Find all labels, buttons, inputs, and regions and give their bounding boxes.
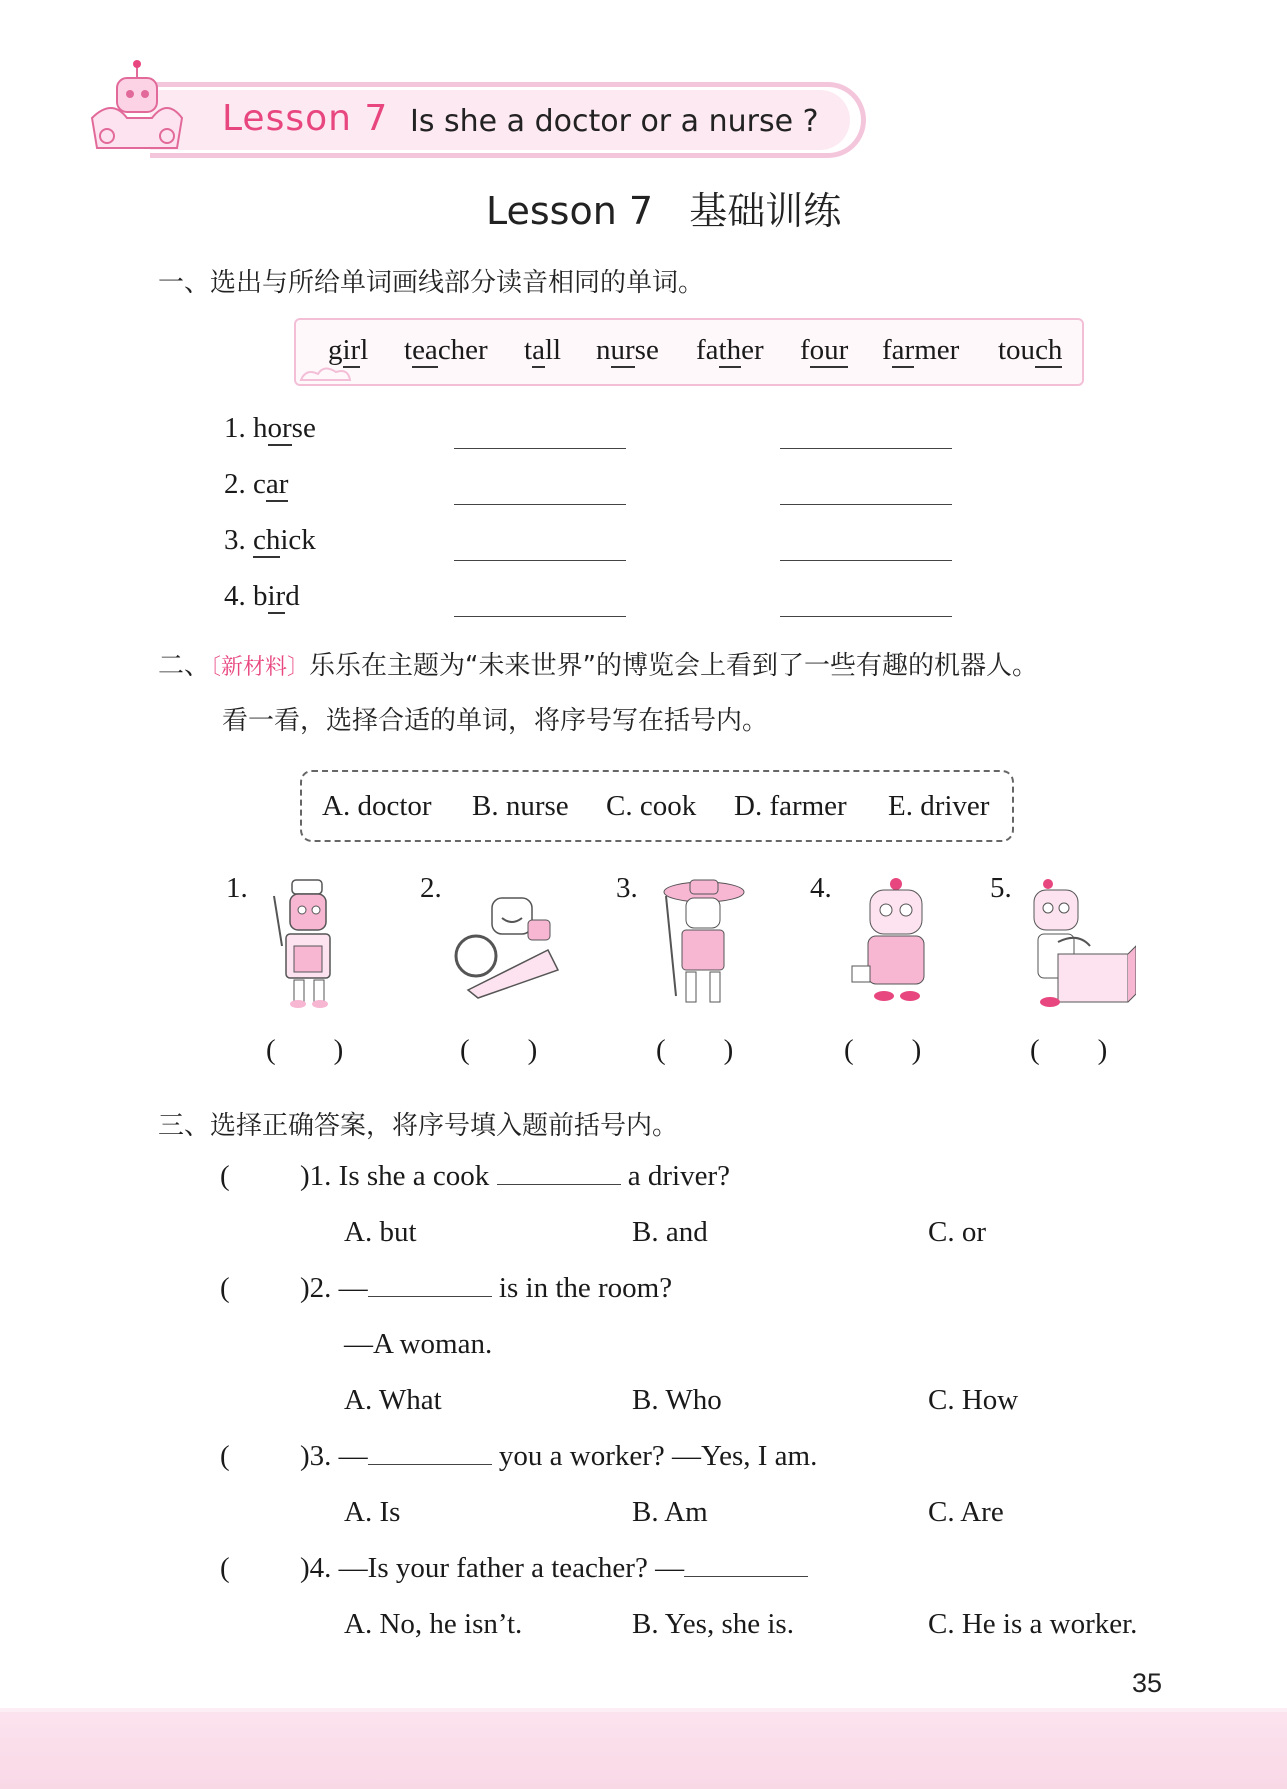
q2-stem bbox=[300, 1272, 672, 1305]
section2-title-line1: 乐乐在主题为“未来世界”的博览会上看到了一些有趣的机器人。 bbox=[309, 651, 1038, 681]
word-bank-item: teacher bbox=[404, 334, 488, 366]
option-c: C. cook bbox=[606, 790, 697, 822]
q2-reply: —A woman. bbox=[344, 1328, 493, 1360]
section2-title bbox=[158, 645, 1038, 682]
option-e: E. driver bbox=[888, 790, 990, 822]
robot-number-2: 2. bbox=[420, 872, 442, 904]
word-bank-item: touch bbox=[998, 334, 1063, 366]
q2-label: )2. — bbox=[300, 1272, 368, 1304]
page-number: 35 bbox=[1132, 1668, 1163, 1698]
robot-number-3: 3. bbox=[616, 872, 638, 904]
robot-cook-illustration bbox=[1018, 876, 1136, 1010]
word-bank-box bbox=[294, 318, 1084, 386]
word-bank-item: nurse bbox=[596, 334, 659, 366]
footer-band bbox=[0, 1712, 1287, 1789]
q1-after: a driver? bbox=[627, 1160, 731, 1192]
new-material-tag: 〔新材料〕 bbox=[210, 655, 310, 680]
q3-choice-b[interactable]: B. Am bbox=[632, 1496, 708, 1528]
section3-title: 三、选择正确答案，将序号填入题前括号内。 bbox=[158, 1111, 679, 1141]
answer-blank-1-2[interactable] bbox=[780, 448, 952, 449]
word-bank-item: girl bbox=[328, 334, 369, 366]
q3-stem bbox=[300, 1440, 817, 1473]
section1-question: 1. horse bbox=[224, 412, 316, 444]
section2-title-line2: 看一看，选择合适的单词，将序号写在括号内。 bbox=[222, 706, 769, 736]
answer-blank-3-2[interactable] bbox=[780, 560, 952, 561]
q1-paren[interactable]: ( bbox=[220, 1160, 230, 1192]
q3-choice-c[interactable]: C. Are bbox=[928, 1496, 1004, 1528]
robot-number-5: 5. bbox=[990, 872, 1012, 904]
q1-choice-a[interactable]: A. but bbox=[344, 1216, 417, 1248]
word-bank-item: farmer bbox=[882, 334, 960, 366]
q1-choice-b[interactable]: B. and bbox=[632, 1216, 708, 1248]
robot-mascot-icon bbox=[82, 58, 192, 158]
q4-choice-b[interactable]: B. Yes, she is. bbox=[632, 1608, 794, 1640]
section2-prefix: 二、 bbox=[158, 651, 211, 681]
option-d: D. farmer bbox=[734, 790, 847, 822]
answer-blank-1-1[interactable] bbox=[454, 448, 626, 449]
q3-choice-a[interactable]: A. Is bbox=[344, 1496, 401, 1528]
robot-driver-illustration bbox=[448, 890, 568, 1000]
answer-blank-4-1[interactable] bbox=[454, 616, 626, 617]
answer-paren-3[interactable]: ( ) bbox=[656, 1034, 734, 1066]
q1-blank[interactable] bbox=[497, 1160, 621, 1185]
answer-blank-3-1[interactable] bbox=[454, 560, 626, 561]
q3-paren[interactable]: ( bbox=[220, 1440, 230, 1472]
q1-choice-c[interactable]: C. or bbox=[928, 1216, 986, 1248]
word-bank-item: four bbox=[800, 334, 849, 366]
q2-choice-b[interactable]: B. Who bbox=[632, 1384, 722, 1416]
section1-question: 3. chick bbox=[224, 524, 316, 556]
q2-choice-a[interactable]: A. What bbox=[344, 1384, 442, 1416]
word-bank-item: father bbox=[696, 334, 764, 366]
options-box bbox=[300, 770, 1014, 842]
q3-blank[interactable] bbox=[368, 1440, 492, 1465]
answer-paren-2[interactable]: ( ) bbox=[460, 1034, 538, 1066]
section1-title: 一、选出与所给单词画线部分读音相同的单词。 bbox=[158, 268, 705, 298]
section1-question: 2. car bbox=[224, 468, 289, 500]
q2-blank[interactable] bbox=[368, 1272, 492, 1297]
q2-choice-c[interactable]: C. How bbox=[928, 1384, 1019, 1416]
page-heading: Lesson 7 基础训练 bbox=[486, 189, 842, 233]
q4-label: )4. —Is your father a teacher? — bbox=[300, 1552, 685, 1584]
answer-paren-5[interactable]: ( ) bbox=[1030, 1034, 1108, 1066]
robot-farmer-illustration bbox=[656, 876, 746, 1012]
answer-paren-1[interactable]: ( ) bbox=[266, 1034, 344, 1066]
q3-label: )3. — bbox=[300, 1440, 368, 1472]
answer-blank-4-2[interactable] bbox=[780, 616, 952, 617]
answer-blank-2-1[interactable] bbox=[454, 504, 626, 505]
q2-paren[interactable]: ( bbox=[220, 1272, 230, 1304]
answer-paren-4[interactable]: ( ) bbox=[844, 1034, 922, 1066]
q1-stem bbox=[300, 1160, 730, 1193]
q2-after: is in the room? bbox=[498, 1272, 673, 1304]
q4-stem bbox=[300, 1552, 808, 1585]
option-b: B. nurse bbox=[472, 790, 569, 822]
robot-number-1: 1. bbox=[226, 872, 248, 904]
q1-label: )1. Is she a cook bbox=[300, 1160, 490, 1192]
q4-blank[interactable] bbox=[684, 1552, 808, 1577]
robot-nurse-illustration bbox=[262, 876, 352, 1010]
q4-choice-a[interactable]: A. No, he isn’t. bbox=[344, 1608, 523, 1640]
answer-blank-2-2[interactable] bbox=[780, 504, 952, 505]
word-bank-item: tall bbox=[524, 334, 562, 366]
q4-choice-c[interactable]: C. He is a worker. bbox=[928, 1608, 1138, 1640]
option-a: A. doctor bbox=[322, 790, 432, 822]
robot-doctor-illustration bbox=[846, 876, 946, 1010]
section1-question: 4. bird bbox=[224, 580, 300, 612]
lesson-label: Lesson 7 bbox=[222, 98, 389, 139]
robot-number-4: 4. bbox=[810, 872, 832, 904]
lesson-title: Is she a doctor or a nurse ? bbox=[410, 104, 819, 139]
q4-paren[interactable]: ( bbox=[220, 1552, 230, 1584]
q3-after: you a worker? —Yes, I am. bbox=[498, 1440, 818, 1472]
